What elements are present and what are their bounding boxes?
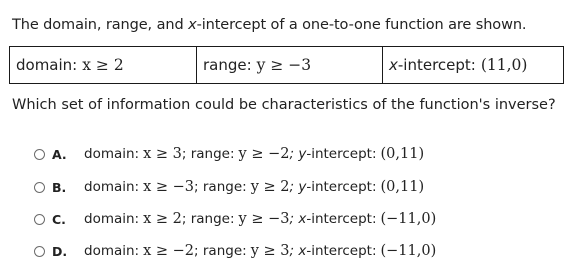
- domain-label: domain:: [16, 56, 78, 74]
- x-intercept-label: -intercept:: [397, 56, 476, 74]
- radio-button-b[interactable]: [34, 182, 45, 193]
- option-d[interactable]: [34, 240, 436, 262]
- option-text: domain: x ≥ −2 ; range: y ≥ 3 ; x -intercept: (−11,0): [84, 243, 437, 259]
- radio-button-a[interactable]: [34, 149, 45, 160]
- radio-button-d[interactable]: [34, 246, 45, 257]
- range-cell: [196, 47, 382, 83]
- option-letter: A.: [52, 146, 67, 162]
- x-intercept-value: (11,0): [480, 56, 528, 74]
- option-c[interactable]: [34, 208, 436, 230]
- domain-cell: [10, 47, 196, 83]
- option-letter: B.: [52, 179, 67, 195]
- domain-expression: x ≥ 2: [82, 56, 124, 74]
- question-text: The domain, range, and x-intercept of a one-to-one function are shown.: [12, 17, 527, 33]
- range-label: range:: [203, 56, 252, 74]
- function-info-table: [9, 46, 564, 84]
- option-text: domain: x ≥ 3 ; range: y ≥ −2 ; y -intercept: (0,11): [84, 146, 425, 162]
- option-text: domain: x ≥ −3 ; range: y ≥ 2 ; y -intercept: (0,11): [84, 179, 425, 195]
- option-b[interactable]: [34, 176, 424, 198]
- option-a[interactable]: [34, 143, 424, 165]
- prompt-text: Which set of information could be characteristics of the function's inverse?: [12, 97, 556, 113]
- x-intercept-variable: x: [389, 56, 398, 74]
- radio-button-c[interactable]: [34, 214, 45, 225]
- option-letter: D.: [52, 243, 68, 259]
- x-intercept-cell: [382, 47, 563, 83]
- option-text: domain: x ≥ 2 ; range: y ≥ −3 ; x -intercept: (−11,0): [84, 211, 437, 227]
- range-expression: y ≥ −3: [256, 56, 312, 74]
- option-letter: C.: [52, 211, 66, 227]
